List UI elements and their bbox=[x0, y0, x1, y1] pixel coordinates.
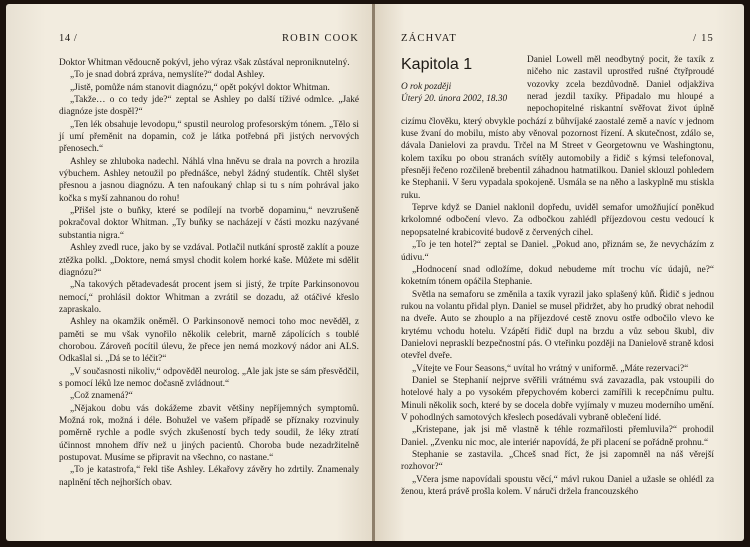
right-running-head bbox=[401, 32, 714, 46]
paragraph: „Hodnocení snad odložíme, dokud nebudeme mít trochu víc údajů, ne?“ koketním tónem opáčila Stephanie. bbox=[401, 264, 714, 288]
paragraph: Světla na semaforu se změnila a taxík vyrazil jako splašený kůň. Řidič s jednou rukou na volantu přidal plyn. Daniel se musel přidržet, aby ho prudký obrat nehodil na dveře. Auto se zhouplo a na příjezdové cestě znovu ostře odbočilo vlevo ke krytému vchodu hotelu. Vzápětí řidič dupl na brzdu a vůz sebou škubl, div Danielovi neprasklí bezpečnostní pás. O vteřinku později na Danielově straně kdosi otevřel dveře. bbox=[401, 289, 714, 362]
left-page bbox=[6, 4, 373, 541]
author-name: ROBIN COOK bbox=[281, 33, 359, 44]
paragraph: Doktor Whitman vědoucně pokývl, jeho výraz však zůstával neproniknutelný. bbox=[59, 58, 350, 68]
paragraph: „Vítejte ve Four Seasons,“ uvítal ho vrátný v uniformě. „Máte rezervaci?“ bbox=[412, 363, 689, 374]
paragraph: „To je katastrofa,“ řekl tiše Ashley. Lékařovy závěry ho zdrtily. Znamenaly naplnění těch nejhorších obav. bbox=[59, 465, 359, 488]
paragraph: Stephanie se zastavila. „Chceš snad říct, že jsi zapomněl na náš věrejší rozhovor?“ bbox=[401, 450, 714, 473]
left-running-head bbox=[59, 32, 359, 46]
paragraph: „Přišel jste o buňky, které se podílejí na tvorbě dopaminu,“ nevzrušeně pokračoval doktor Whitman. „Ty buňky se nacházejí v části mozku nazývané substantia nigra.“ bbox=[59, 206, 359, 241]
dateline-time-shift: O rok později bbox=[401, 82, 452, 92]
paragraph: „To je ten hotel?“ zeptal se Daniel. „Pokud ano, přiznám se, že nevycházím z údivu.“ bbox=[401, 240, 714, 263]
paragraph: Ashley se zhluboka nadechl. Náhlá vlna hněvu se drala na povrch a hrozila výbuchem. Ashley netoužil po přednášce, nebyl žádný studentík. Chtěl slyšet přesnou a jasnou diagnózu. A ten nafoukaný chlap si tu s ním pohrával jako kočka s myší zahnanou do rohu! bbox=[59, 156, 359, 204]
left-page-text bbox=[59, 57, 359, 489]
chapter-title: Kapitola 1 bbox=[401, 56, 473, 73]
right-page-text bbox=[401, 54, 714, 498]
right-page bbox=[375, 4, 744, 541]
paragraph: „Včera jsme napovídali spoustu věcí,“ mávl rukou Daniel a užasle se ohlédl za ženou, která právě prošla kolem. V náruči držela francouzského bbox=[401, 474, 714, 498]
paragraph: Teprve když se Daniel naklonil dopředu, uviděl semafor umožňující poněkud krkolomné odbočení vlevo. Za odbočkou zahlédl příjezdovou cestu vedoucí k nepopsatelné krabicovité budově z červených cihel. bbox=[401, 203, 714, 238]
paragraph: „V současnosti nikoliv,“ odpověděl neurolog. „Ale jak jste se sám přesvědčil, s pomocí léků lze nemoc dočasně zvládnout.“ bbox=[59, 366, 359, 389]
paragraph: Ashley zvedl ruce, jako by se vzdával. Potlačil nutkání sprostě zaklít a pouze ztěžka polkl. „Doktore, nemá smysl chodit kolem horké kaše. Můžete mi sdělit diagnózu?“ bbox=[59, 243, 359, 278]
book-title: ZÁCHVAT bbox=[401, 33, 458, 44]
paragraph: „Takže… o co tedy jde?“ zeptal se Ashley po další tíživé odmlce. „Jaké diagnóze jste dospěl?“ bbox=[59, 95, 359, 118]
paragraph: „Ten lék obsahuje levodopu,“ spustil neurolog profesorským tónem. „Tělo si jí umí přeměnit na dopamin, což je látka potřebná při jistých nervových přenosech.“ bbox=[59, 119, 359, 155]
paragraph: „Na takových pětadevadesát procent jsem si jistý, že trpíte Parkinsonovou nemocí,“ prohlásil doktor Whitman a zvrátil se dozadu, až otáčivé křeslo zapraskalo. bbox=[59, 280, 359, 315]
paragraph: Daniel se Stephanií nejprve svěřili vrátnému svá zavazadla, pak vstoupili do hotelové haly a po vysokém přepychovém koberci zamířili k recepčnímu pultu. Minuli několik soch, které by se docela dobře vyjímaly v muzeu moderního umění. V pohodlných samotových křeslech posedávali vybraně oblečení lidé. bbox=[401, 375, 714, 423]
paragraph: „Což znamená?“ bbox=[70, 391, 133, 402]
paragraph: „Kristepane, jak jsi mě vlastně k téhle rozmařilosti přemluvila?“ prohodil Daniel. „Zvenku nic moc, ale interiér napovídá, že při placení se pořádně prohnu.“ bbox=[401, 425, 714, 448]
chapter-start bbox=[401, 54, 714, 498]
paragraph: Daniel Lowell měl neodbytný pocit, že taxík z ničeho nic zastavil uprostřed rušné čtyřproudé vozovky zcela bezdůvodně. Daniel odjakživa nerad jezdil taxíky. Připadalo mu hloupé a nepochopitelné riskantní svěřovat život úplně cizímu člověku, který obvykle pochází z bůhvíjaké zaostalé země a navíc v jednom kuse žvaní do mobilu, místo aby věnoval pozornost řízení. A skutečnost, zdálo se, dávala Danielovi za pravdu. Trčel na M Street v Georgetownu ve Washingtonu, kolem taxíku po obou stranách svítěly automobily a řidič s kýmsi telefonoval, přesněji řečeno rozčileně brebentil záhadnou hatmatilkou. Daniel sklouzl pohledem ke Stephanii. V šeru vypadala spokojeně. Usmála se na něho a laskyplně mu stiskla ruku. bbox=[401, 55, 714, 201]
right-page-number: / 15 bbox=[693, 33, 714, 44]
chapter-heading-block bbox=[401, 54, 527, 106]
paragraph: „Nějakou dobu vás dokážeme zbavit většiny nepříjemných symptomů. Možná rok, možná i déle. Bohužel ve vašem případě se příznaky rozvinuly poměrně rychle a podle svých zkušeností bych tedy soudil, že léky ztratí účinnost mnohem dřív než u jiných pacientů. Choroba bude nezadržitelně postupovat. Musíme se připravit na všechno, co nastane.“ bbox=[59, 403, 359, 463]
book-spread bbox=[6, 4, 744, 541]
paragraph: „Jistě, pomůže nám stanovit diagnózu,“ opět pokývl doktor Whitman. bbox=[70, 82, 330, 93]
left-page-number: 14 / bbox=[59, 33, 78, 44]
dateline-date: Úterý 20. února 2002, 18.30 bbox=[401, 94, 508, 105]
paragraph: „To je snad dobrá zpráva, nemyslíte?“ dodal Ashley. bbox=[70, 70, 265, 81]
paragraph: Ashley na okamžik oněměl. O Parkinsonově nemoci toho moc nevěděl, z paměti se mu však vynořilo několik celebrit, marně zápolících s toublé chorobou. Zároveň pocítil úlevu, že přece jen nemá mozkový nádor ani ALS. Odkašlal si. „Dá se to léčit?“ bbox=[59, 317, 359, 365]
